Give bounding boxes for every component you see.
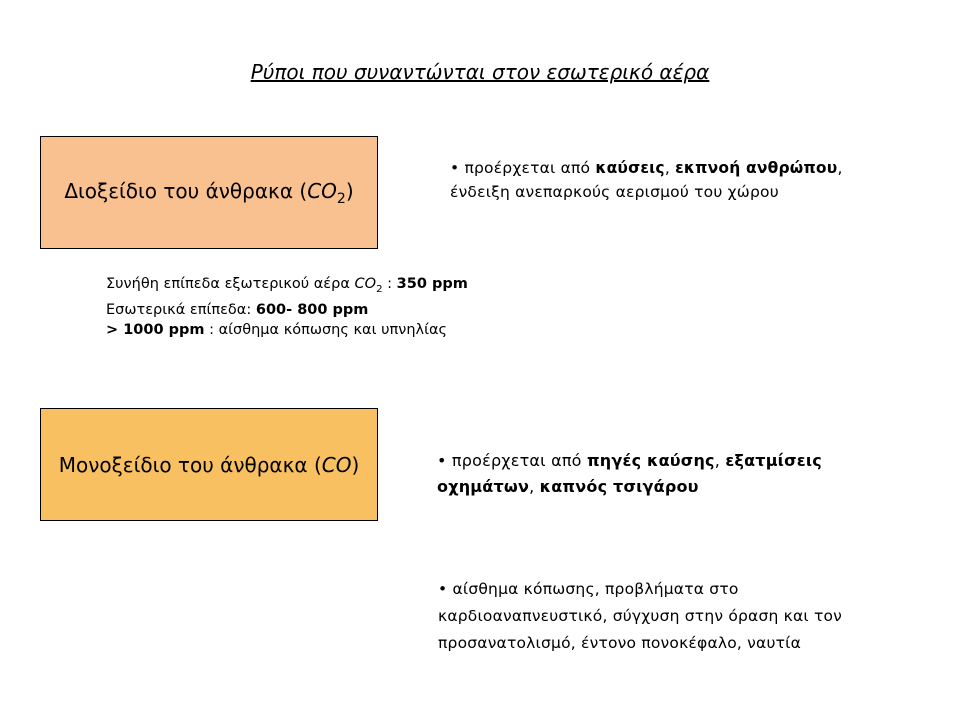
co2-source-combustion: καύσεις	[595, 159, 665, 177]
co-effects-bullet	[438, 576, 918, 657]
co-source-line2	[437, 474, 917, 500]
bullet-icon: •	[438, 580, 448, 598]
co2-high-effect: : αίσθημα κόπωσης και υπνηλίας	[204, 321, 448, 338]
co2-outdoor-formula: CO	[354, 276, 377, 292]
bullet-icon: •	[437, 451, 447, 470]
co-source-sep2: ,	[529, 477, 540, 496]
co-effects-line1	[438, 576, 918, 603]
co-source-bullet	[437, 448, 917, 500]
co-source-combustion: πηγές καύσης	[586, 451, 715, 470]
co2-label-close: )	[345, 178, 354, 203]
co-label-close: )	[351, 452, 360, 477]
co2-source-line2: ένδειξη ανεπαρκούς αερισμού του χώρου	[450, 183, 779, 201]
co2-source-exhalation: εκπνοή ανθρώπου	[675, 159, 838, 177]
co2-high-value: 1000 ppm	[123, 321, 205, 338]
co2-levels-high	[106, 320, 468, 340]
co-source-sep1: ,	[714, 451, 726, 470]
co2-source-sep2: ,	[837, 159, 843, 177]
co-source-exhaust: εξατμίσεις	[725, 451, 822, 470]
co2-outdoor-colon: :	[382, 276, 397, 292]
co-effects-line3: προσανατολισμό, έντονο πονοκέφαλο, ναυτία	[438, 634, 802, 652]
co-source-vehicles: οχημάτων	[437, 477, 530, 496]
co-source-prefix: προέρχεται από	[446, 451, 587, 470]
co2-high-symbol: >	[106, 321, 124, 338]
co-box-label	[59, 453, 360, 477]
co2-source-sep1: ,	[664, 159, 676, 177]
co2-box	[40, 136, 378, 249]
co-effects-line2: καρδιοαναπνευστικό, σύγχυση στην όραση και τον	[438, 607, 843, 625]
co2-formula: CO	[307, 178, 337, 203]
co2-indoor-value: 600- 800 ppm	[255, 301, 369, 318]
co2-levels-indoor	[106, 300, 468, 320]
co-effects-text1: αίσθημα κόπωσης, προβλήματα στο	[447, 580, 739, 598]
co2-outdoor-subscript: 2	[376, 283, 383, 295]
co2-source-bullet	[450, 156, 930, 204]
co2-source-prefix: προέρχεται από	[459, 159, 596, 177]
co-formula: CO	[321, 452, 352, 477]
co2-outdoor-value: 350 ppm	[396, 276, 468, 292]
co2-box-label	[64, 179, 353, 207]
co2-label-text: Διοξείδιο του άνθρακα (	[64, 178, 308, 203]
co-box	[40, 408, 378, 521]
bullet-icon: •	[450, 159, 460, 177]
co-source-line1	[437, 448, 917, 474]
slide-title-text: Ρύποι που συναντώνται στον εσωτερικό αέρα	[250, 60, 710, 84]
co2-levels-outdoor	[106, 274, 468, 300]
co2-indoor-label: Εσωτερικά επίπεδα:	[106, 301, 256, 318]
co2-outdoor-label: Συνήθη επίπεδα εξωτερικού αέρα	[106, 276, 355, 292]
co2-source-line1	[450, 156, 930, 180]
co-label-text: Μονοξείδιο του άνθρακα (	[58, 452, 322, 477]
co2-levels	[106, 274, 468, 340]
slide-title	[0, 60, 960, 84]
co-source-smoke: καπνός τσιγάρου	[539, 477, 699, 496]
co2-subscript: 2	[336, 190, 346, 207]
